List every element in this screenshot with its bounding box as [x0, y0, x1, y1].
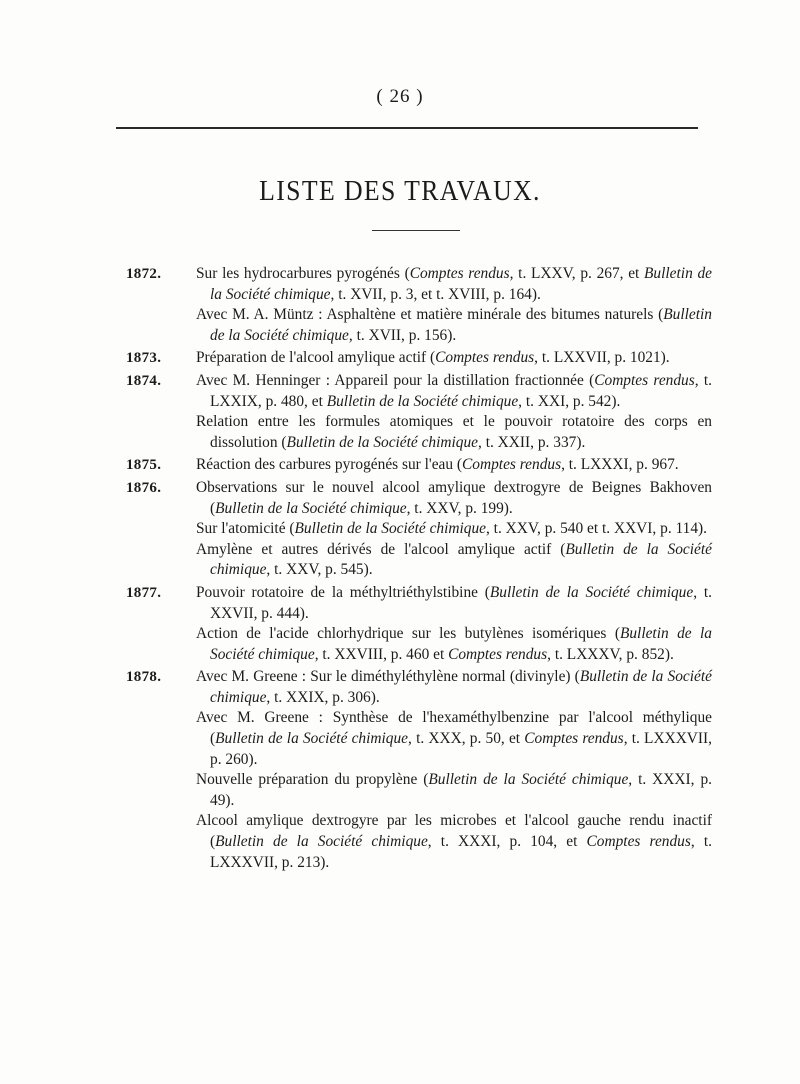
- year-entry: [126, 348, 712, 369]
- year-entry: [126, 667, 712, 873]
- work-citation: Avec M. A. Müntz : Asphaltène et matière minérale des bitumes naturels (Bulletin de la Société chimique, t. XVII, p. 156).: [196, 306, 712, 344]
- work-citation: Pouvoir rotatoire de la méthyltriéthylstibine (Bulletin de la Société chimique, t. XXVII, p. 444).: [196, 583, 712, 622]
- year-entry: [126, 371, 712, 453]
- page-number: ( 26 ): [376, 86, 424, 107]
- work-citation: Alcool amylique dextrogyre par les microbes et l'alcool gauche rendu inactif (Bulletin de la Société chimique, t. XXXI, p. 104, et Comptes rendus, t. LXXXVII, p. 213).: [196, 812, 712, 871]
- title-rule: [372, 230, 460, 231]
- year-label: 1872.: [126, 266, 162, 282]
- year-label: 1877.: [126, 584, 162, 601]
- year-entry: [126, 478, 712, 581]
- year-label: 1875.: [126, 457, 162, 474]
- year-label: 1874.: [126, 372, 162, 389]
- year-label: 1878.: [126, 669, 162, 686]
- work-citation: Sur les hydrocarbures pyrogénés (Comptes rendus, t. LXXV, p. 267, et Bulletin de la Société chimique, t. XVII, p. 3, et t. XVIII, p. 164).: [196, 265, 712, 303]
- page-title: LISTE DES TRAVAUX.: [259, 176, 541, 207]
- work-citation: Nouvelle préparation du propylène (Bulletin de la Société chimique, t. XXXI, p. 49).: [196, 771, 712, 809]
- year-label: 1873.: [126, 350, 162, 367]
- work-citation: Avec M. Greene : Sur le diméthyléthylène normal (divinyle) (Bulletin de la Société chimique, t. XXIX, p. 306).: [196, 668, 712, 706]
- work-citation: Sur l'atomicité (Bulletin de la Société chimique, t. XXV, p. 540 et t. XXVI, p. 114).: [196, 520, 707, 538]
- work-citation: Avec M. Greene : Synthèse de l'hexaméthylbenzine par l'alcool méthylique (Bulletin de la Société chimique, t. XXX, p. 50, et Comptes rendus, t. LXXXVII, p. 260).: [196, 709, 713, 768]
- year-entry: [126, 583, 712, 665]
- works-list: [126, 264, 712, 875]
- work-citation: Avec M. Henninger : Appareil pour la distillation fractionnée (Comptes rendus, t. LXXIX, p. 480, et Bulletin de la Société chimique, t. XXI, p. 542).: [196, 371, 712, 410]
- top-rule: [116, 127, 698, 129]
- year-entry: [126, 264, 712, 346]
- year-entry: [126, 455, 712, 476]
- work-citation: Observations sur le nouvel alcool amylique dextrogyre de Beignes Bakhoven (Bulletin de la Société chimique, t. XXV, p. 199).: [196, 478, 712, 517]
- work-citation: Préparation de l'alcool amylique actif (Comptes rendus, t. LXXVII, p. 1021).: [196, 349, 670, 367]
- work-citation: Amylène et autres dérivés de l'alcool amylique actif (Bulletin de la Société chimique, t. XXV, p. 545).: [196, 540, 712, 579]
- work-citation: Relation entre les formules atomiques et le pouvoir rotatoire des corps en dissolution (Bulletin de la Société chimique, t. XXII, p. 337).: [196, 413, 712, 451]
- work-citation: Réaction des carbures pyrogénés sur l'eau (Comptes rendus, t. LXXXI, p. 967.: [196, 456, 679, 474]
- work-citation: Action de l'acide chlorhydrique sur les butylènes isomériques (Bulletin de la Société chimique, t. XXVIII, p. 460 et Comptes rendus, t. LXXXV, p. 852).: [196, 625, 713, 663]
- year-label: 1876.: [126, 479, 162, 496]
